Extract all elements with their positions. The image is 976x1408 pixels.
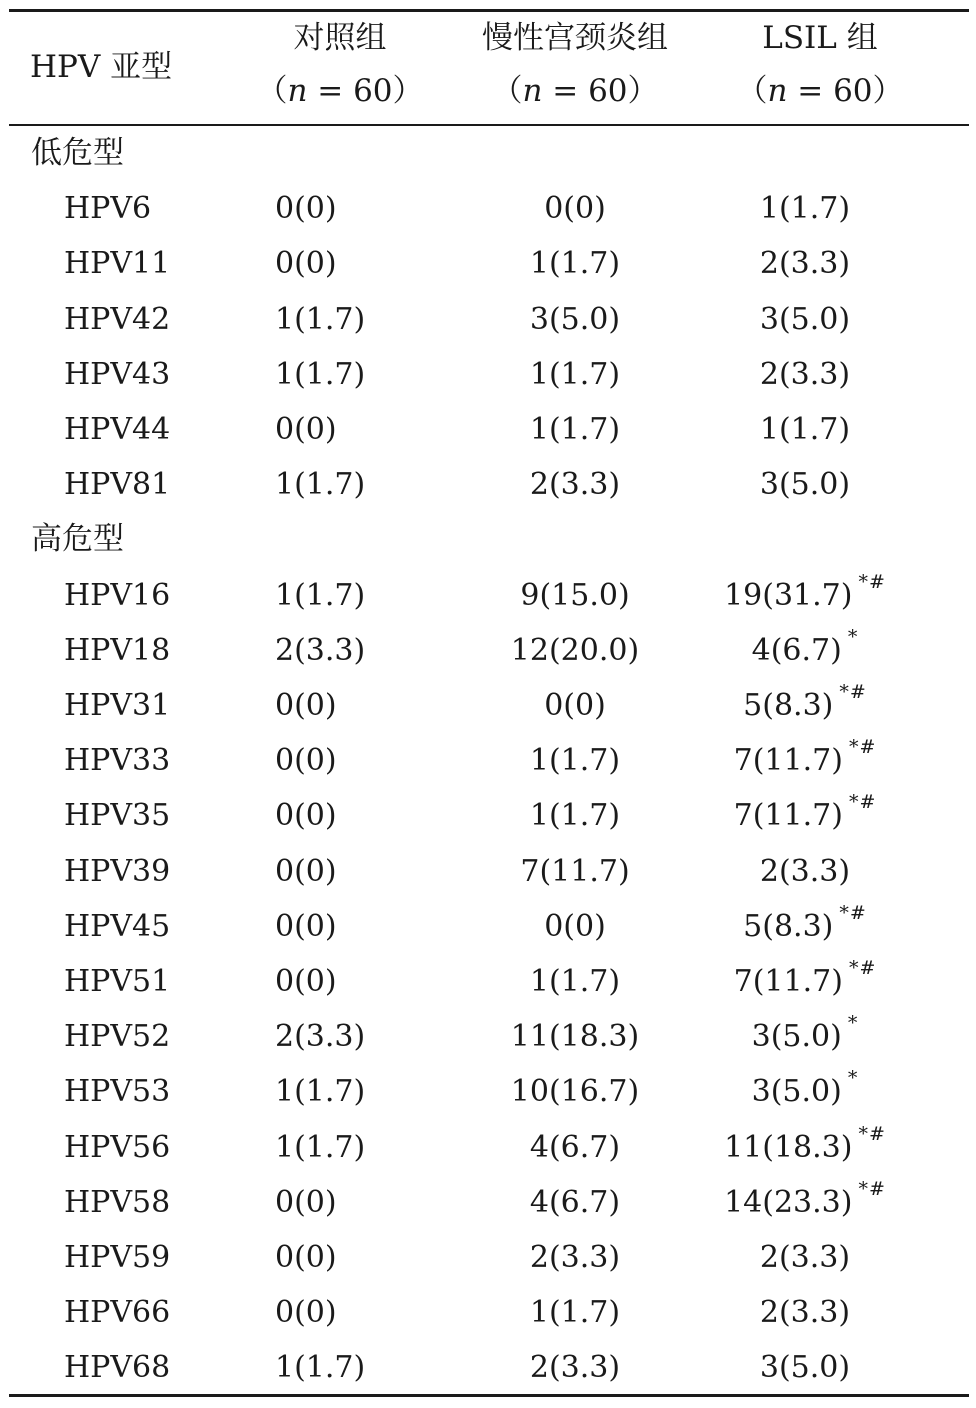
significance-marker: * (847, 1067, 859, 1090)
cell-chronic-cervicitis: 0(0) (544, 908, 606, 944)
cell-lsil-value: 2(3.3) (759, 853, 851, 889)
cell-chronic-cervicitis: 1(1.7) (529, 798, 621, 834)
cell-control: 0(0) (275, 412, 337, 447)
cell-hpv-type: HPV43 (64, 356, 171, 392)
cell-lsil-value: 1(1.7) (759, 191, 851, 227)
cell-chronic-cervicitis: 1(1.7) (529, 743, 621, 779)
cell-lsil (760, 236, 850, 291)
significance-marker: *# (848, 791, 877, 814)
cell-chronic-cervicitis: 4(6.7) (529, 1184, 621, 1220)
significance-marker: *# (848, 736, 877, 759)
cell-chronic-cervicitis: 1(1.7) (529, 356, 621, 392)
cell-control: 1(1.7) (275, 467, 366, 503)
significance-marker: *# (858, 1122, 886, 1145)
cell-hpv-type: HPV66 (64, 1295, 171, 1331)
cell-control: 0(0) (275, 743, 337, 779)
header-lsil-name: LSIL 组 (762, 20, 878, 56)
cell-hpv-type: HPV52 (64, 1019, 171, 1055)
cell-control: 2(3.3) (275, 632, 366, 668)
cell-lsil (760, 181, 850, 236)
cell-lsil (752, 1064, 859, 1123)
header-lsil-n: （n = 60） (736, 73, 904, 109)
cell-lsil-value: 5(8.3) (743, 688, 834, 723)
cell-lsil-value: 3(5.0) (751, 1074, 842, 1110)
cell-lsil-value: 3(5.0) (751, 1019, 842, 1055)
cell-hpv-type: HPV18 (64, 632, 171, 668)
cell-lsil-value: 2(3.3) (759, 356, 851, 392)
cell-lsil-value: 19(31.7) (724, 577, 853, 613)
cell-control: 1(1.7) (275, 301, 366, 337)
cell-lsil (760, 347, 850, 402)
cell-hpv-type: HPV56 (64, 1129, 171, 1165)
cell-chronic-cervicitis: 12(20.0) (510, 632, 640, 668)
cell-lsil-value: 11(18.3) (724, 1129, 853, 1165)
significance-marker: *# (839, 901, 867, 924)
cell-lsil-value: 2(3.3) (759, 1295, 851, 1331)
significance-marker: *# (839, 681, 867, 703)
cell-lsil (743, 678, 867, 737)
cell-hpv-type: HPV31 (64, 688, 171, 723)
header-chronic-name: 慢性宫颈炎组 (482, 20, 668, 56)
table-row (0, 623, 976, 678)
cell-control: 0(0) (275, 798, 337, 834)
cell-hpv-type: HPV81 (64, 467, 171, 503)
table-row (0, 236, 976, 291)
cell-chronic-cervicitis: 3(5.0) (529, 301, 621, 337)
cell-chronic-cervicitis: 2(3.3) (529, 1240, 621, 1275)
cell-lsil (724, 568, 886, 627)
cell-control: 0(0) (275, 246, 337, 282)
cell-control: 1(1.7) (275, 356, 366, 392)
table-row (0, 788, 976, 843)
table-row (0, 1285, 976, 1340)
cell-control: 0(0) (275, 964, 337, 999)
table-row (0, 899, 976, 954)
table-row (0, 1230, 976, 1285)
cell-lsil-value: 4(6.7) (751, 632, 842, 668)
cell-hpv-type: HPV42 (64, 301, 171, 337)
cell-hpv-type: HPV39 (64, 853, 171, 889)
cell-control: 0(0) (275, 1240, 337, 1275)
cell-lsil (724, 1175, 886, 1234)
significance-marker: * (847, 1012, 859, 1035)
cell-chronic-cervicitis: 1(1.7) (529, 246, 621, 282)
cell-control: 0(0) (275, 1184, 337, 1220)
table-row (0, 181, 976, 236)
cell-hpv-type: HPV35 (64, 798, 171, 834)
cell-lsil (743, 899, 867, 958)
cell-lsil (760, 844, 850, 899)
cell-lsil-value: 7(11.7) (733, 964, 843, 999)
cell-lsil (724, 1120, 886, 1179)
cell-chronic-cervicitis: 2(3.3) (529, 467, 621, 503)
cell-lsil (752, 1009, 859, 1068)
table-row (0, 1064, 976, 1119)
significance-marker: * (847, 625, 859, 648)
cell-lsil (734, 788, 877, 847)
table-row (0, 954, 976, 1009)
cell-chronic-cervicitis: 11(18.3) (510, 1019, 640, 1055)
cell-lsil (760, 1230, 850, 1285)
table-row (0, 292, 976, 347)
cell-hpv-type: HPV58 (64, 1184, 171, 1220)
cell-hpv-type: HPV53 (64, 1074, 171, 1110)
cell-lsil-value: 14(23.3) (724, 1184, 853, 1220)
cell-hpv-type: HPV51 (64, 964, 171, 999)
header-hpv-type: HPV 亚型 (30, 49, 173, 85)
cell-hpv-type: HPV11 (64, 246, 171, 282)
cell-lsil (734, 733, 877, 792)
table-row (0, 1340, 976, 1395)
table-bottom-rule (9, 1394, 969, 1397)
cell-chronic-cervicitis: 0(0) (544, 191, 606, 227)
cell-control: 0(0) (275, 853, 337, 889)
cell-control: 2(3.3) (275, 1019, 366, 1055)
table-row (0, 402, 976, 457)
cell-lsil (760, 457, 850, 512)
table-row (0, 457, 976, 512)
table-row (0, 1175, 976, 1230)
table-row (0, 678, 976, 733)
cell-control: 0(0) (275, 191, 337, 227)
section-label-low-risk: 低危型 (31, 135, 124, 171)
cell-control: 0(0) (275, 908, 337, 944)
cell-lsil (760, 1285, 850, 1340)
header-control-name: 对照组 (293, 20, 387, 56)
table-top-rule (9, 9, 969, 12)
cell-control: 1(1.7) (275, 1350, 366, 1386)
cell-lsil-value: 5(8.3) (743, 908, 834, 944)
cell-chronic-cervicitis: 7(11.7) (520, 853, 630, 889)
cell-hpv-type: HPV68 (64, 1350, 171, 1386)
table-row (0, 568, 976, 623)
cell-chronic-cervicitis: 1(1.7) (529, 964, 621, 999)
cell-hpv-type: HPV33 (64, 743, 171, 779)
table-row (0, 1009, 976, 1064)
table-row (0, 844, 976, 899)
header-lsil-group (720, 20, 920, 109)
cell-chronic-cervicitis: 0(0) (544, 688, 606, 723)
cell-hpv-type: HPV44 (64, 412, 171, 447)
cell-lsil (752, 623, 859, 682)
cell-lsil-value: 7(11.7) (733, 743, 843, 779)
header-chronic-n: （n = 60） (491, 73, 659, 109)
cell-hpv-type: HPV59 (64, 1240, 171, 1275)
table-header-rule (9, 124, 969, 126)
cell-chronic-cervicitis: 2(3.3) (529, 1350, 621, 1386)
significance-marker: *# (858, 1177, 886, 1200)
cell-hpv-type: HPV16 (64, 577, 171, 613)
cell-chronic-cervicitis: 9(15.0) (520, 577, 630, 613)
table-row (0, 347, 976, 402)
cell-hpv-type: HPV45 (64, 908, 171, 944)
cell-lsil (760, 1340, 850, 1395)
cell-control: 1(1.7) (275, 1129, 366, 1165)
cell-lsil (760, 402, 850, 457)
cell-lsil-value: 3(5.0) (759, 301, 851, 337)
cell-hpv-type: HPV6 (64, 191, 152, 227)
cell-chronic-cervicitis: 1(1.7) (529, 1295, 621, 1331)
cell-chronic-cervicitis: 10(16.7) (510, 1074, 640, 1110)
cell-lsil-value: 2(3.3) (759, 1240, 851, 1275)
table-row (0, 1120, 976, 1175)
significance-marker: *# (848, 957, 877, 979)
cell-lsil-value: 2(3.3) (759, 246, 851, 282)
table-row (0, 733, 976, 788)
cell-lsil-value: 3(5.0) (759, 1350, 851, 1386)
cell-control: 1(1.7) (275, 1074, 366, 1110)
cell-control: 0(0) (275, 1295, 337, 1331)
cell-lsil (760, 292, 850, 347)
cell-control: 1(1.7) (275, 577, 366, 613)
header-control-group (240, 20, 440, 109)
header-control-n: （n = 60） (256, 73, 424, 109)
cell-control: 0(0) (275, 688, 337, 723)
cell-chronic-cervicitis: 1(1.7) (529, 412, 621, 447)
section-label-high-risk: 高危型 (31, 521, 124, 558)
cell-lsil-value: 7(11.7) (733, 798, 843, 834)
significance-marker: *# (858, 570, 886, 593)
cell-lsil-value: 1(1.7) (759, 412, 851, 447)
header-chronic-cervicitis-group (470, 20, 680, 109)
cell-lsil (734, 954, 877, 1013)
cell-chronic-cervicitis: 4(6.7) (529, 1129, 621, 1165)
cell-lsil-value: 3(5.0) (759, 467, 851, 503)
